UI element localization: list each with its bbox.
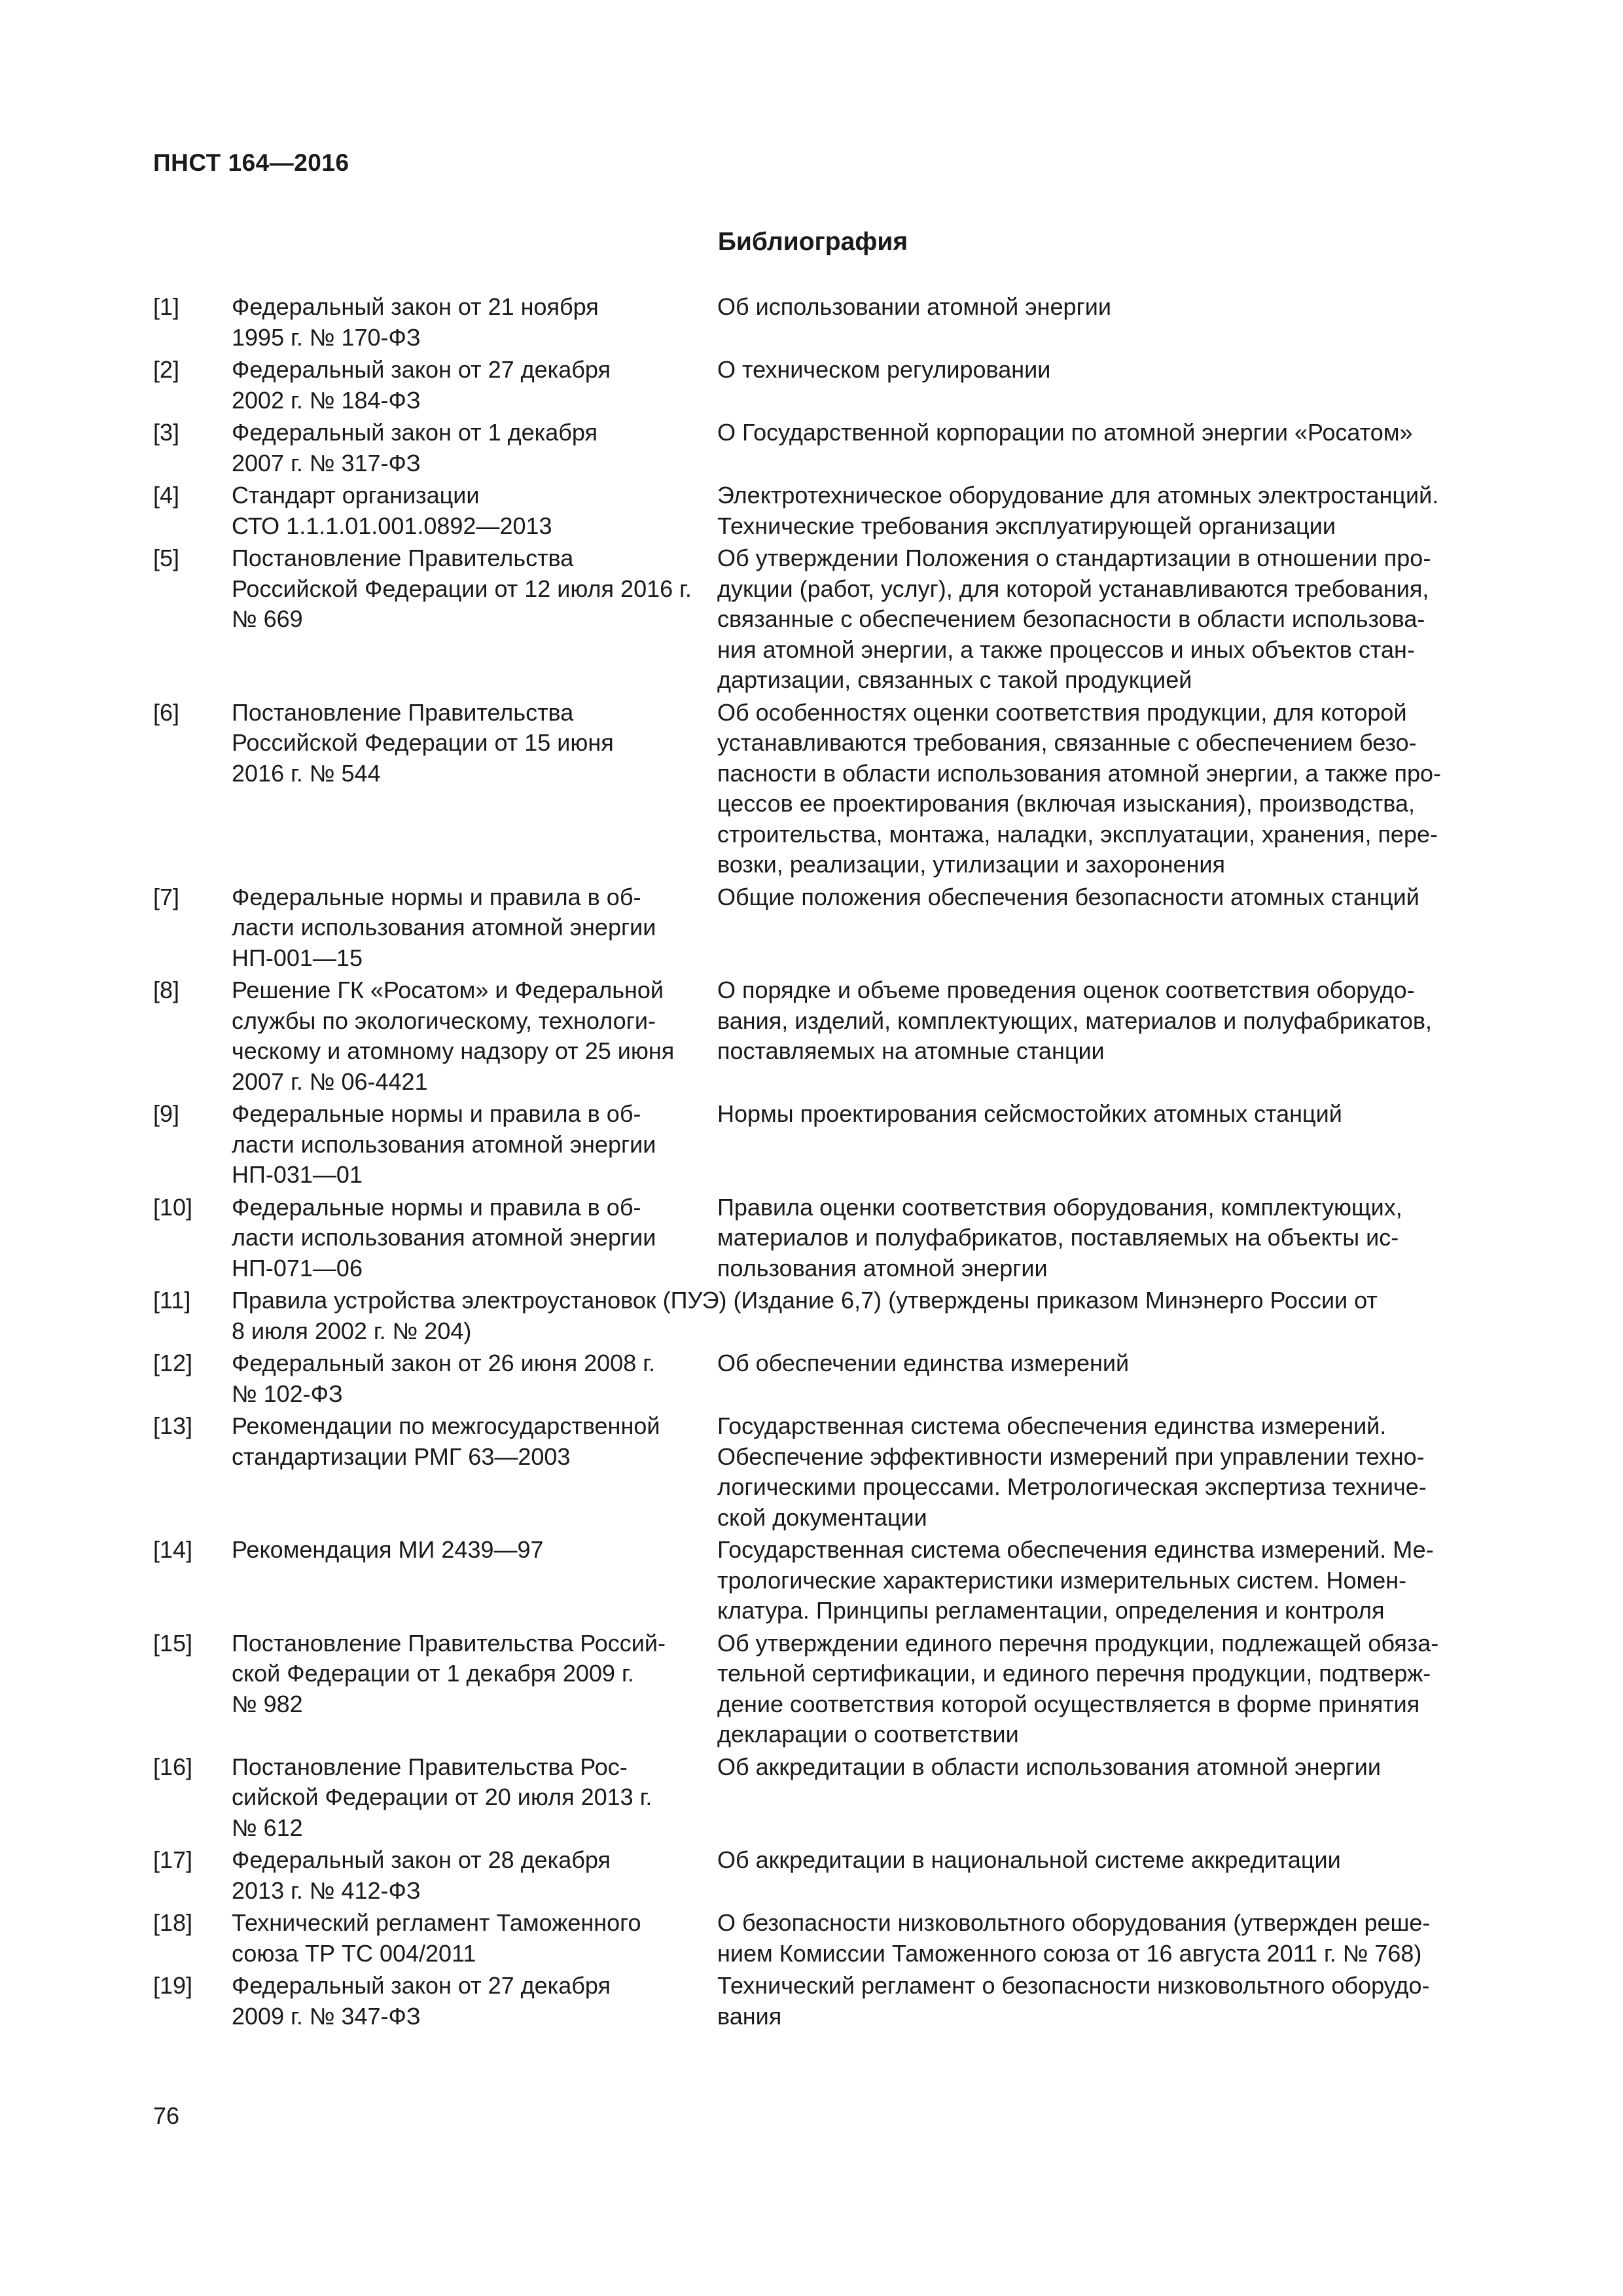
bibliography-list xyxy=(153,292,1472,2034)
entry-title: О безопасности низковольтного оборудования (утвержден реше- нием Комиссии Таможенного союза от 16 августа 2011 г. № 768) xyxy=(717,1909,1431,1967)
entry-number: [13] xyxy=(153,1412,193,1439)
entry-number: [10] xyxy=(153,1193,193,1221)
entry-source: Федеральные нормы и правила в об- ласти использования атомной энергии НП-071—06 xyxy=(232,1193,656,1282)
entry-title: Государственная система обеспечения единства измерений. Обеспечение эффективности измерений при управлении техно- логическими процессами. Метрологическая экспертиза техниче- ской документации xyxy=(717,1412,1427,1531)
bibliography-entry xyxy=(153,1535,1472,1626)
entry-number: [6] xyxy=(153,698,180,726)
entry-source: Постановление Правительства Российской Федерации от 12 июля 2016 г. № 669 xyxy=(232,545,692,632)
bibliography-entry xyxy=(153,1971,1472,2032)
entry-title: Общие положения обеспечения безопасности атомных станций xyxy=(717,883,1419,910)
page-number: 76 xyxy=(153,2102,180,2129)
entry-source: Технический регламент Таможенного союза ТР ТС 004/2011 xyxy=(232,1909,641,1967)
entry-source: Федеральные нормы и правила в об- ласти использования атомной энергии НП-001—15 xyxy=(232,883,656,971)
entry-source: Федеральный закон от 1 декабря 2007 г. № 317-ФЗ xyxy=(232,419,597,476)
bibliography-entry xyxy=(153,418,1472,478)
bibliography-entry xyxy=(153,1845,1472,1906)
bibliography-entry xyxy=(153,1411,1472,1533)
entry-number: [17] xyxy=(153,1846,193,1873)
entry-number: [18] xyxy=(153,1909,193,1936)
entry-number: [3] xyxy=(153,419,180,446)
document-code-header: ПНСТ 164—2016 xyxy=(153,149,349,176)
bibliography-entry xyxy=(153,292,1472,353)
entry-number: [16] xyxy=(153,1753,193,1780)
entry-title: О Государственной корпорации по атомной энергии «Росатом» xyxy=(717,419,1413,446)
entry-source: Рекомендация МИ 2439—97 xyxy=(232,1536,544,1563)
entry-source: Федеральный закон от 27 декабря 2009 г. № 347-ФЗ xyxy=(232,1972,611,2030)
bibliography-entry xyxy=(153,1628,1472,1750)
entry-title: О техническом регулировании xyxy=(717,356,1051,383)
entry-full-reference: Правила устройства электроустановок (ПУЭ) (Издание 6,7) (утверждены приказом Минэнерго России от 8 июля 2002 г. № 204) xyxy=(232,1287,1378,1344)
section-title: Библиография xyxy=(717,228,908,256)
entry-title: Правила оценки соответствия оборудования, комплектующих, материалов и полуфабрикатов, поставляемых на объекты ис- пользования атомной энергии xyxy=(717,1193,1402,1282)
entry-number: [9] xyxy=(153,1100,180,1127)
entry-source: Федеральный закон от 28 декабря 2013 г. № 412-ФЗ xyxy=(232,1846,611,1904)
entry-source: Федеральный закон от 21 ноября 1995 г. № 170-ФЗ xyxy=(232,293,599,351)
entry-source: Стандарт организации СТО 1.1.1.01.001.0892—2013 xyxy=(232,482,552,539)
bibliography-entry xyxy=(153,480,1472,541)
bibliography-entry xyxy=(153,1752,1472,1844)
bibliography-entry xyxy=(153,1908,1472,1969)
entry-number: [19] xyxy=(153,1972,193,1999)
entry-title: О порядке и объеме проведения оценок соответствия оборудо- вания, изделий, комплектующих, материалов и полуфабрикатов, поставляемых на атомные станции xyxy=(717,977,1432,1064)
entry-number: [1] xyxy=(153,293,180,320)
entry-source: Федеральные нормы и правила в об- ласти использования атомной энергии НП-031—01 xyxy=(232,1100,656,1188)
entry-title: Об утверждении единого перечня продукции, подлежащей обяза- тельной сертификации, и единого перечня продукции, подтверж- дение соответствия которой осуществляется в форме принятия декларации о соответствии xyxy=(717,1629,1439,1748)
bibliography-entry xyxy=(153,1348,1472,1409)
entry-number: [14] xyxy=(153,1536,193,1563)
bibliography-entry xyxy=(153,975,1472,1097)
entry-number: [5] xyxy=(153,545,180,571)
entry-title: Технический регламент о безопасности низковольтного оборудо- вания xyxy=(717,1972,1430,2030)
entry-source: Постановление Правительства Россий- ской Федерации от 1 декабря 2009 г. № 982 xyxy=(232,1629,666,1717)
entry-title: Государственная система обеспечения единства измерений. Ме- трологические характеристики измерительных систем. Номен- клатура. Принципы регламентации, определения и контроля xyxy=(717,1536,1434,1624)
entry-title: Об особенностях оценки соответствия продукции, для которой устанавливаются требования, связанные с обеспечением безо- пасности в области использования атомной энергии, а также про- цессов ее проектирования (включая изыскания), производства, строительства, монтажа, наладки, эксплуатации, хранения, пере- возки, реализации, утилизации и захоронения xyxy=(717,698,1441,878)
entry-source: Решение ГК «Росатом» и Федеральной службы по экологическому, технологи- ческому и атомному надзору от 25 июня 2007 г. № 06-4421 xyxy=(232,977,675,1095)
entry-number: [12] xyxy=(153,1350,193,1376)
entry-title: Нормы проектирования сейсмостойких атомных станций xyxy=(717,1100,1342,1127)
bibliography-entry xyxy=(153,882,1472,974)
entry-title: Об обеспечении единства измерений xyxy=(717,1350,1130,1376)
entry-source: Федеральный закон от 26 июня 2008 г. № 102-ФЗ xyxy=(232,1350,655,1407)
entry-title: Об аккредитации в национальной системе аккредитации xyxy=(717,1846,1341,1873)
entry-number: [8] xyxy=(153,977,180,1003)
entry-title: Об аккредитации в области использования атомной энергии xyxy=(717,1753,1381,1780)
bibliography-entry xyxy=(153,698,1472,880)
bibliography-entry xyxy=(153,543,1472,696)
entry-number: [15] xyxy=(153,1629,193,1657)
entry-source: Постановление Правительства Российской Федерации от 15 июня 2016 г. № 544 xyxy=(232,698,614,787)
entry-number: [2] xyxy=(153,356,180,383)
bibliography-entry xyxy=(153,1193,1472,1284)
entry-number: [4] xyxy=(153,482,180,509)
bibliography-entry xyxy=(153,355,1472,416)
entry-title: Об использовании атомной энергии xyxy=(717,293,1111,320)
entry-title: Электротехническое оборудование для атомных электростанций. Технические требования эксплуатирующей организации xyxy=(717,482,1439,539)
entry-source: Постановление Правительства Рос- сийской Федерации от 20 июля 2013 г. № 612 xyxy=(232,1753,652,1841)
entry-number: [11] xyxy=(153,1287,191,1314)
entry-source: Федеральный закон от 27 декабря 2002 г. № 184-ФЗ xyxy=(232,356,611,414)
entry-number: [7] xyxy=(153,883,180,910)
bibliography-entry xyxy=(153,1099,1472,1191)
bibliography-entry xyxy=(153,1285,1472,1346)
entry-title: Об утверждении Положения о стандартизации в отношении про- дукции (работ, услуг), для которой устанавливаются требования, связанные с обеспечением безопасности в области использова- ния атомной энергии, а также процессов и иных объектов стан- дартизации, связанных с такой продукцией xyxy=(717,545,1431,693)
entry-source: Рекомендации по межгосударственной стандартизации РМГ 63—2003 xyxy=(232,1412,660,1470)
